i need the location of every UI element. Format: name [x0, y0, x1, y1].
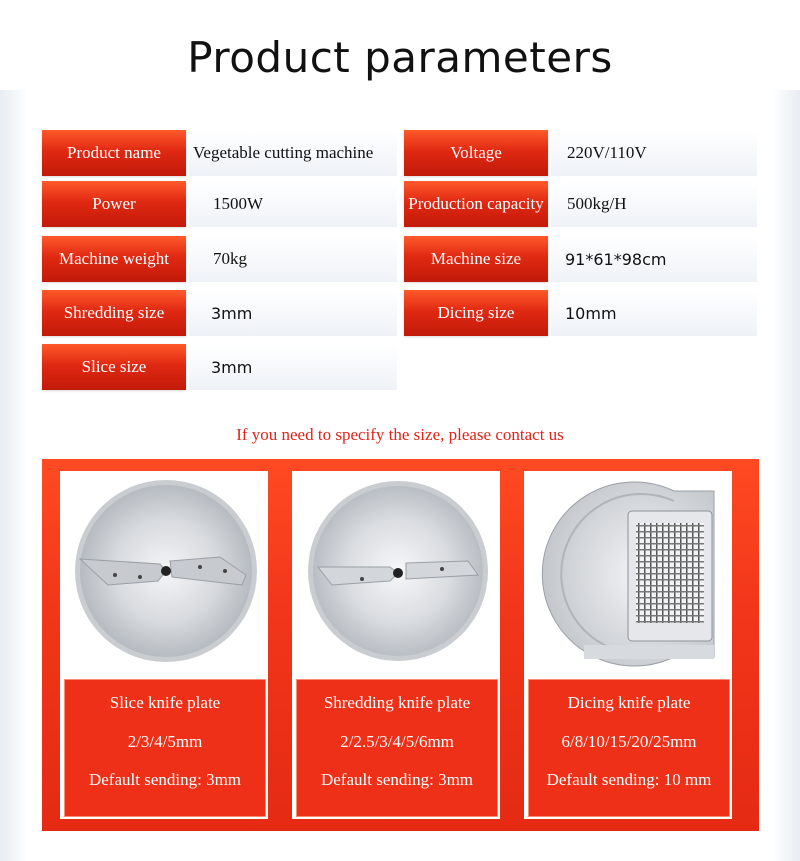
shredding-plate-default: Default sending: 3mm: [320, 770, 474, 789]
spec-value-machine-weight: 70kg: [189, 236, 397, 282]
spec-value-production-capacity: 500kg/H: [551, 181, 757, 227]
shredding-plate-name: Shredding knife plate: [323, 693, 471, 712]
slice-plate-name: Slice knife plate: [109, 693, 221, 712]
spec-value-dicing-size: 10mm: [551, 290, 757, 336]
spec-value-slice-size: 3mm: [189, 344, 397, 390]
dicing-knife-plate-icon: [524, 471, 732, 676]
spec-value-machine-size: 91*61*98cm: [551, 236, 757, 282]
spec-label-voltage: Voltage: [404, 130, 548, 176]
dicing-plate-info: [528, 679, 730, 817]
shredding-plate-info: [296, 679, 498, 817]
shredding-knife-plate-icon: [292, 471, 500, 676]
slice-plate-default: Default sending: 3mm: [88, 770, 242, 789]
dicing-plate-default: Default sending: 10 mm: [546, 770, 712, 789]
spec-value-voltage: 220V/110V: [551, 130, 757, 176]
spec-value-shredding-size: 3mm: [189, 290, 397, 336]
dicing-plate-card: [524, 471, 732, 819]
contact-notice: If you need to specify the size, please contact us: [236, 425, 564, 444]
page-title: Product parameters: [187, 33, 613, 82]
spec-label-product-name: Product name: [42, 130, 186, 176]
spec-label-machine-size: Machine size: [404, 236, 548, 282]
dicing-plate-sizes: 6/8/10/15/20/25mm: [561, 732, 697, 751]
right-edge-shade: [772, 90, 800, 861]
spec-value-product-name: Vegetable cutting machine: [189, 130, 397, 176]
shredding-plate-sizes: 2/2.5/3/4/5/6mm: [340, 732, 454, 751]
spec-label-machine-weight: Machine weight: [42, 236, 186, 282]
slice-plate-info: [64, 679, 266, 817]
spec-label-shredding-size: Shredding size: [42, 290, 186, 336]
spec-label-power: Power: [42, 181, 186, 227]
slice-plate-card: [60, 471, 268, 819]
spec-value-power: 1500W: [189, 181, 397, 227]
spec-label-production-capacity: Production capacity: [404, 181, 548, 227]
spec-label-slice-size: Slice size: [42, 344, 186, 390]
dicing-plate-name: Dicing knife plate: [567, 693, 691, 712]
spec-label-dicing-size: Dicing size: [404, 290, 548, 336]
shredding-plate-card: [292, 471, 500, 819]
slice-knife-plate-icon: [60, 471, 268, 676]
left-edge-shade: [0, 90, 28, 861]
slice-plate-sizes: 2/3/4/5mm: [127, 732, 203, 751]
